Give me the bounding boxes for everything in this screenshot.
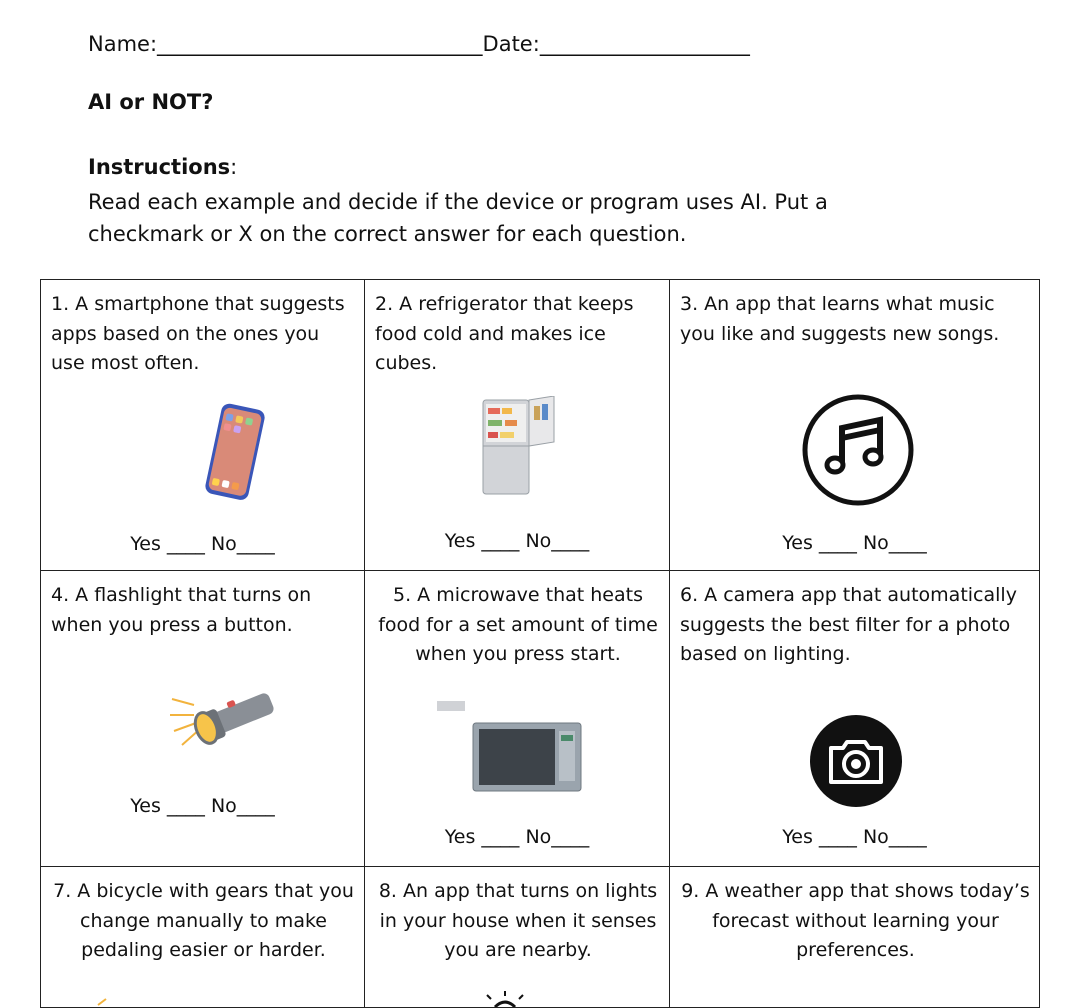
- refrigerator-icon: [478, 396, 558, 496]
- instructions-text: Read each example and decide if the device or program uses AI. Put a checkmark or X on the correct answer for each question.: [88, 190, 828, 246]
- answer-line[interactable]: Yes ____ No____: [130, 795, 275, 817]
- name-blank[interactable]: _______________________________: [157, 32, 483, 56]
- question-cell-2: [365, 280, 670, 571]
- question-text: 6. A camera app that automatically suggests the best filter for a photo based on lighting.: [680, 584, 1017, 665]
- question-text: 4. A flashlight that turns on when you press a button.: [51, 584, 312, 636]
- instructions-colon: :: [230, 155, 238, 179]
- question-cell-3: [670, 280, 1040, 571]
- answer-line[interactable]: Yes ____ No____: [130, 533, 275, 555]
- answer-line[interactable]: Yes ____ No____: [782, 532, 927, 554]
- question-cell-7: [41, 867, 365, 1008]
- date-label: Date:: [482, 32, 540, 56]
- name-label: Name:: [88, 32, 158, 56]
- question-text: 1. A smartphone that suggests apps based on the ones you use most often.: [51, 293, 345, 374]
- answer-line[interactable]: Yes ____ No____: [782, 826, 927, 848]
- smartphone-icon: [201, 402, 271, 502]
- question-text: 3. An app that learns what music you like and suggests new songs.: [680, 293, 1000, 345]
- question-cell-1: [41, 280, 365, 571]
- question-text: 9. A weather app that shows today’s forecast without learning your preferences.: [681, 880, 1030, 961]
- question-grid: [40, 279, 1040, 1008]
- flashlight-icon: [166, 671, 286, 761]
- question-text: 8. An app that turns on lights in your house when it senses you are nearby.: [378, 880, 658, 961]
- instructions-heading: [88, 155, 237, 179]
- question-cell-5: [365, 571, 670, 867]
- instructions-heading-text: Instructions: [88, 155, 231, 179]
- bicycle-icon: [96, 995, 116, 1007]
- light-bulb-icon: [483, 991, 527, 1007]
- worksheet-title: AI or NOT?: [88, 90, 214, 114]
- question-cell-9: [670, 867, 1040, 1008]
- microwave-icon: [437, 699, 587, 795]
- music-note-icon: [800, 392, 916, 508]
- answer-line[interactable]: Yes ____ No____: [444, 826, 590, 848]
- question-text: 2. A refrigerator that keeps food cold and makes ice cubes.: [375, 293, 634, 374]
- question-cell-6: [670, 571, 1040, 867]
- question-cell-8: [365, 867, 670, 1008]
- name-date-line: [88, 32, 750, 56]
- answer-line[interactable]: Yes ____ No____: [444, 530, 590, 552]
- camera-icon: [809, 714, 903, 808]
- question-text: 5. A microwave that heats food for a set amount of time when you press start.: [378, 584, 658, 665]
- question-cell-4: [41, 571, 365, 867]
- date-blank[interactable]: ____________________: [539, 32, 750, 56]
- question-text: 7. A bicycle with gears that you change manually to make pedaling easier or harder.: [53, 880, 354, 961]
